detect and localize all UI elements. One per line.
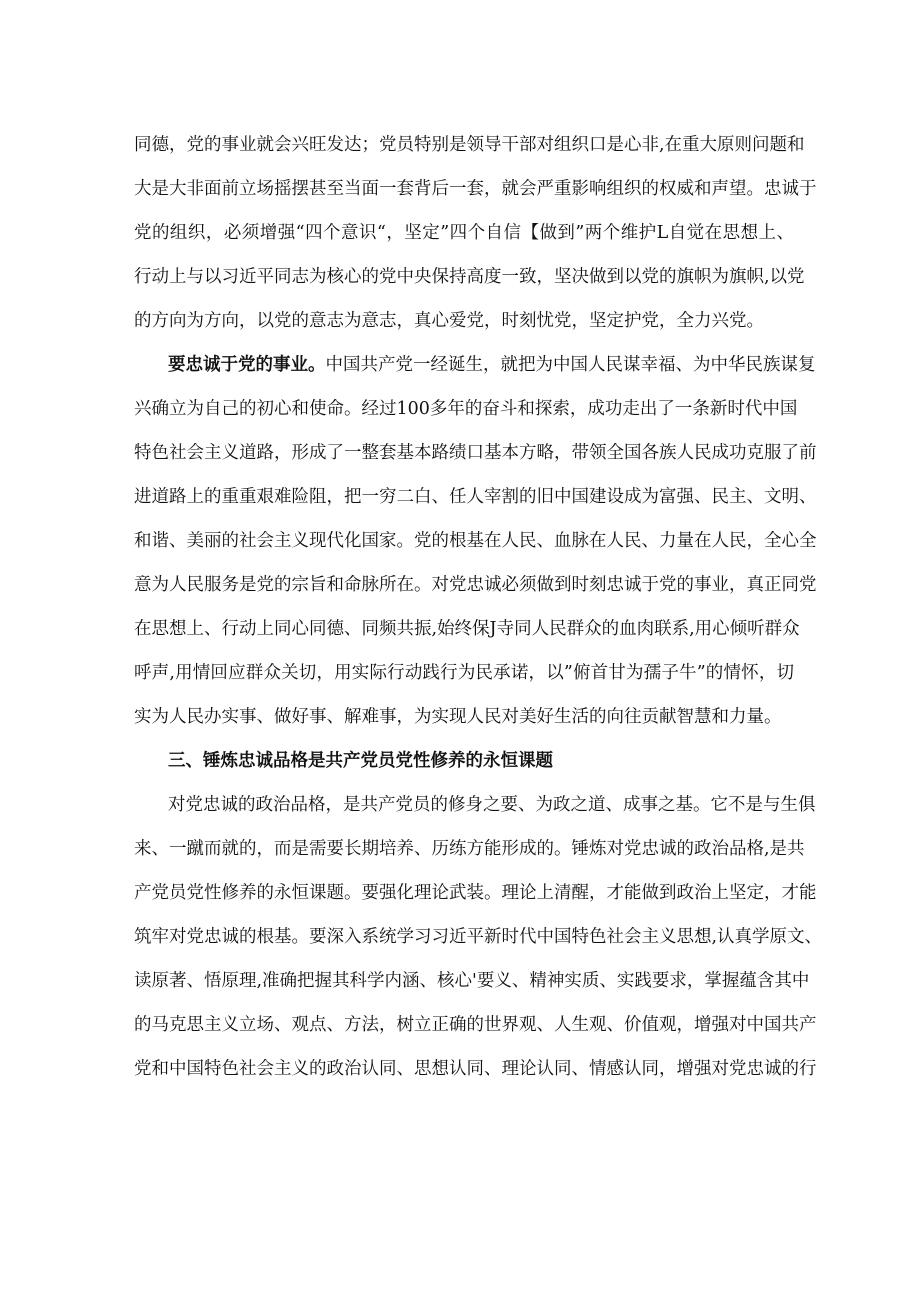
text-line: 意为人民服务是党的宗旨和命脉所在。对党忠诚必须做到时刻忠诚于党的事业，真正同党 [134,575,817,595]
text-line: 对党忠诚的政治品格，是共产党员的修身之要、为政之道、成事之基。它不是与生俱 [168,795,816,815]
text-line: 读原著、悟原理,准确把握其科学内涵、核心'要义、精神实质、实践要求，掌握蕴含其中 [134,971,810,991]
paragraph-2 [134,343,817,739]
text-line: 和谐、美丽的社会主义现代化国家。党的根基在人民、血脉在人民、力量在人民，全心全 [134,531,817,551]
text-line: 兴确立为自己的初心和使命。经过100多年的奋斗和探索，成功走出了一条新时代中国 [134,399,798,419]
text-span: 中国共产党一经诞生，就把为中国人民谋幸福、为中华民族谋复 [325,355,816,375]
text-line: 的方向为方向，以党的意志为意志，真心爱党，时刻忧党，坚定护党，全力兴党。 [134,311,764,331]
text-line [134,343,816,387]
text-line: 行动上与以习近平同志为核心的党中央保持高度一致，坚决做到以党的旗帜为旗帜,以党 [134,267,805,287]
text-line: 大是大非面前立场摇摆甚至当面一套背后一套，就会严重影响组织的权威和声望。忠诚于 [134,179,817,199]
text-line: 筑牢对党忠诚的根基。要深入系统学习习近平新时代中国特色社会主义思想,认真学原文、 [134,927,823,947]
text-line: 的马克思主义立场、观点、方法，树立正确的世界观、人生观、价值观，增强对中国共产 [134,1015,817,1035]
text-line: 党和中国特色社会主义的政治认同、思想认同、理论认同、情感认同，增强对党忠诚的行 [134,1059,817,1079]
text-line: 进道路上的重重艰难险阻，把一穷二白、任人宰割的旧中国建设成为富强、民主、文明、 [134,487,817,507]
text-line: 特色社会主义道路，形成了一整套基本路绩口基本方略，带领全国各族人民成功克服了前 [134,443,817,463]
paragraph-3 [134,783,823,1091]
text-line: 同德，党的事业就会兴旺发达；党员特别是领导干部对组织口是心非,在重大原则问题和 [134,135,805,155]
text-line: 产党员党性修养的永恒课题。要强化理论武装。理论上清醒，才能做到政治上坚定，才能 [134,883,817,903]
text-line: 来、一蹴而就的，而是需要长期培养、历练方能形成的。锤炼对党忠诚的政治品格,是共 [134,839,805,859]
text-line: 实为人民办实事、做好事、解难事，为实现人民对美好生活的向往贡献智慧和力量。 [134,707,782,727]
text-line: 在思想上、行动上同心同德、同频共振,始终保J寺同人民群众的血肉联系,用心倾听群众 [134,619,800,639]
paragraph-lead-bold: 要忠诚于党的事业。 [168,355,326,375]
text-line: 呼声,用情回应群众关切，用实际行动践行为民承诺，以”俯首甘为孺子牛”的情怀，切 [134,663,794,683]
paragraph-1 [134,123,817,343]
document-body [134,123,823,1091]
text-line: 党的组织，必须增强“四个意识“，坚定”四个自信【做到”两个维护L自觉在思想上、 [134,223,794,243]
section-heading: 三、锤炼忠诚品格是共产党员党性修养的永恒课题 [168,751,553,771]
